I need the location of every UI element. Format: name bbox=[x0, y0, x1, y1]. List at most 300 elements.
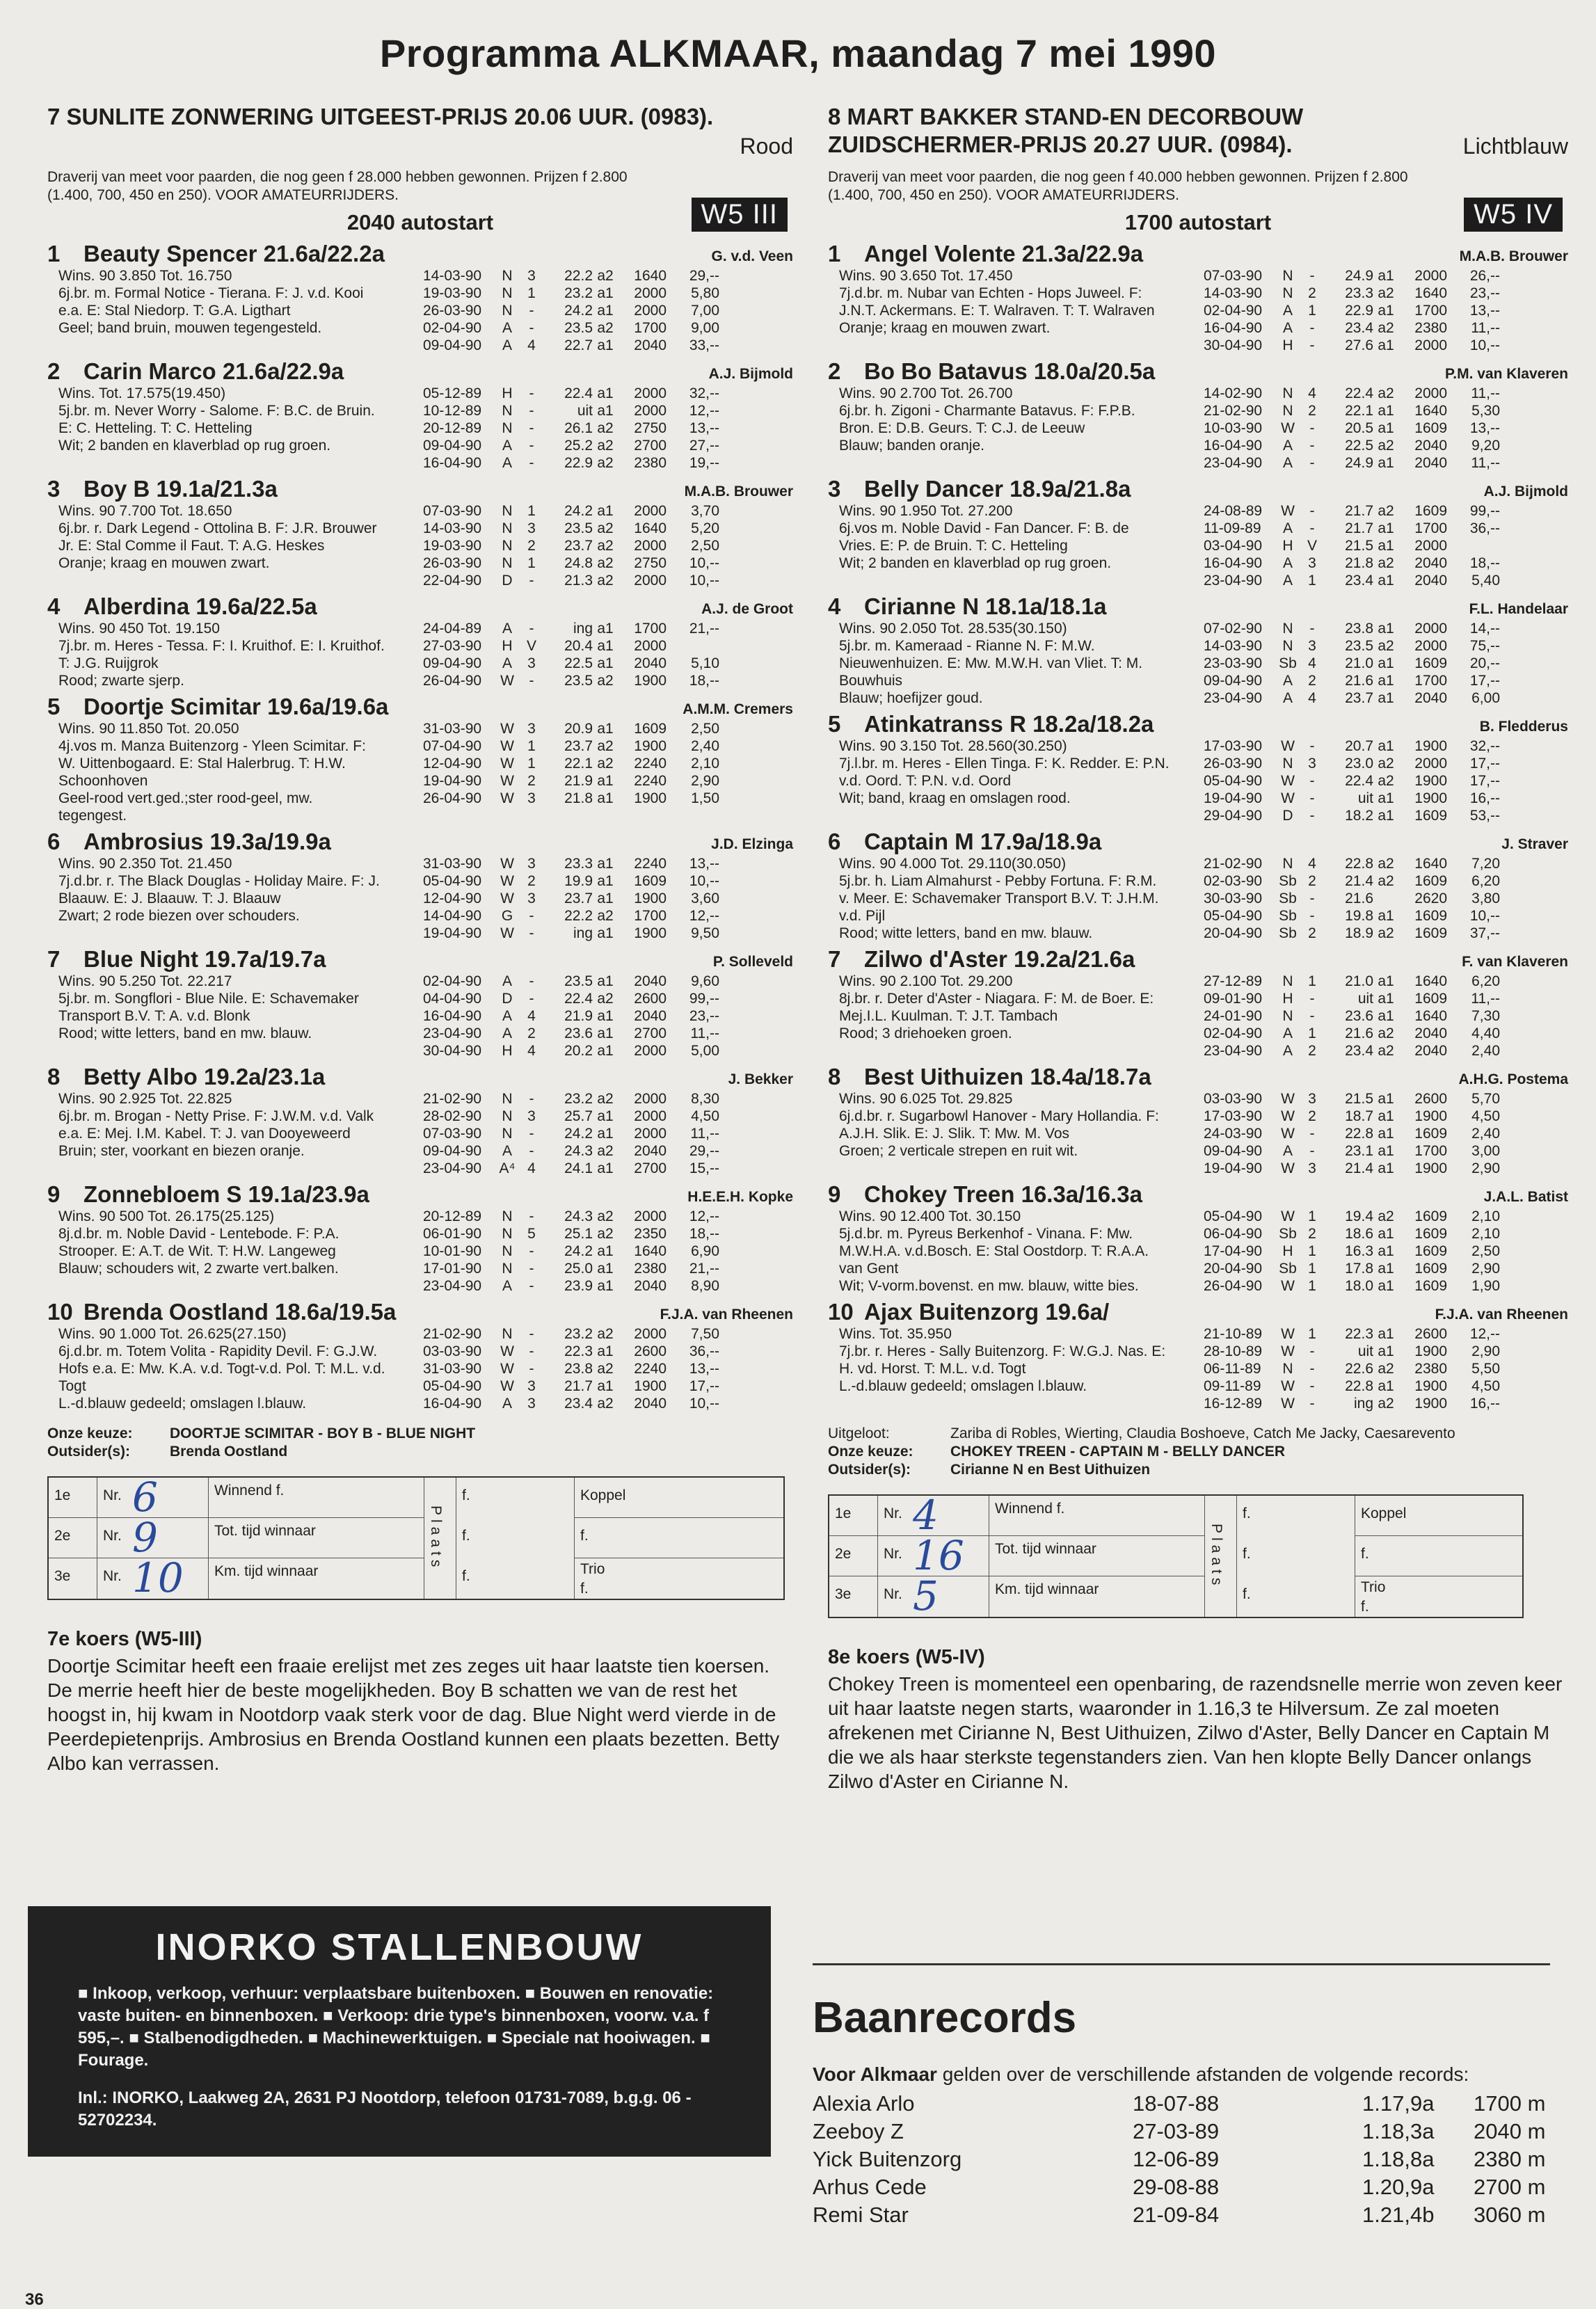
result-track: A bbox=[1282, 1043, 1293, 1059]
horse-desc-line: 5j.br. m. Never Worry - Salome. F: B.C. de Bruin. bbox=[58, 403, 375, 419]
result-distance: 2000 bbox=[1414, 268, 1447, 284]
result-row bbox=[423, 655, 793, 672]
result-start: a1 bbox=[597, 285, 614, 301]
result-distance: 1609 bbox=[1414, 1226, 1447, 1242]
result-odds: 16,-- bbox=[1469, 790, 1500, 806]
result-row bbox=[423, 1343, 793, 1360]
result-position: - bbox=[1309, 420, 1315, 436]
horse-desc-line: 5j.br. m. Kameraad - Rianne N. F: M.W. bbox=[839, 638, 1095, 654]
result-track: A bbox=[502, 973, 512, 989]
result-date: 09-04-90 bbox=[423, 438, 482, 454]
result-distance: 1609 bbox=[1414, 991, 1447, 1007]
result-row bbox=[1204, 637, 1568, 655]
result-distance: 1900 bbox=[634, 738, 667, 754]
result-distance: 2000 bbox=[634, 1126, 667, 1142]
result-row bbox=[1204, 420, 1568, 437]
place-label: 1e bbox=[829, 1496, 878, 1535]
horse-number: 2 bbox=[828, 358, 841, 384]
horse-desc-line: L.-d.blauw gedeeld; omslagen l.blauw. bbox=[839, 1378, 1087, 1394]
result-row bbox=[1204, 454, 1568, 472]
result-odds: 8,30 bbox=[691, 1091, 719, 1107]
result-row bbox=[423, 1243, 793, 1260]
horse-desc-line: E: C. Hetteling. T: C. Hetteling bbox=[58, 420, 253, 436]
result-track: N bbox=[502, 285, 513, 301]
result-start: a2 bbox=[597, 756, 614, 772]
nr-cell bbox=[97, 1554, 209, 1601]
result-time: 22.2 bbox=[564, 908, 593, 924]
result-position: - bbox=[529, 573, 534, 589]
result-position: - bbox=[529, 438, 534, 454]
result-date: 21-02-90 bbox=[423, 1091, 482, 1107]
result-position: - bbox=[529, 673, 534, 689]
result-odds: 19,-- bbox=[689, 455, 719, 471]
result-track: A bbox=[1282, 555, 1293, 571]
result-row bbox=[1204, 672, 1568, 689]
result-form-grid bbox=[49, 1473, 783, 1601]
outsiders-label: Outsider(s): bbox=[47, 1444, 131, 1460]
result-row bbox=[1204, 319, 1568, 337]
horse-header bbox=[828, 1181, 1568, 1208]
horse-desc-line: tegengest. bbox=[58, 808, 127, 824]
result-start: a1 bbox=[597, 773, 614, 789]
result-position: - bbox=[529, 908, 534, 924]
result-distance: 2750 bbox=[634, 420, 667, 436]
result-time: 23.2 bbox=[564, 285, 593, 301]
horse-desc-line: 4j.vos m. Manza Buitenzorg - Yleen Scimitar. F: bbox=[58, 738, 366, 754]
result-distance: 1900 bbox=[634, 925, 667, 941]
result-position: - bbox=[1309, 320, 1315, 336]
result-distance: 2000 bbox=[634, 303, 667, 319]
result-start: a1 bbox=[1378, 1243, 1394, 1259]
result-start: a1 bbox=[1378, 1091, 1394, 1107]
result-odds: 6,20 bbox=[1471, 973, 1500, 989]
result-track: N bbox=[502, 1208, 513, 1224]
horse-desc-line: J.N.T. Ackermans. E: T. Walraven. T: T. Walraven bbox=[839, 303, 1155, 319]
result-distance: 1609 bbox=[1414, 873, 1447, 889]
result-start: a1 bbox=[1378, 455, 1394, 471]
result-time: ing bbox=[1353, 1396, 1373, 1412]
result-track: A bbox=[1282, 455, 1293, 471]
result-time: 23.5 bbox=[564, 520, 593, 536]
result-distance: 2350 bbox=[634, 1226, 667, 1242]
result-date: 05-04-90 bbox=[423, 1378, 482, 1394]
result-date: 09-04-90 bbox=[423, 655, 482, 671]
horse-header bbox=[47, 1181, 793, 1208]
result-start: a1 bbox=[1378, 1160, 1394, 1176]
horse-desc-line: 5j.d.br. m. Pyreus Berkenhof - Vinana. F: Mw. bbox=[839, 1226, 1133, 1242]
result-time: 23.2 bbox=[564, 1326, 593, 1342]
result-track: W bbox=[500, 925, 514, 941]
result-date: 19-04-90 bbox=[423, 773, 482, 789]
result-track: N bbox=[502, 268, 513, 284]
result-row bbox=[423, 502, 793, 520]
result-odds bbox=[1447, 537, 1500, 554]
result-track: A bbox=[1282, 573, 1293, 589]
result-track: W bbox=[1281, 790, 1295, 806]
result-start: a1 bbox=[597, 503, 614, 519]
result-date: 29-04-90 bbox=[1204, 808, 1263, 824]
result-row bbox=[423, 1160, 793, 1177]
result-start: a2 bbox=[597, 1226, 614, 1242]
result-odds: 2,10 bbox=[1471, 1226, 1500, 1242]
result-time: 22.1 bbox=[1345, 403, 1373, 419]
handwritten-number: 10 bbox=[132, 1554, 184, 1601]
result-date: 31-03-90 bbox=[423, 856, 482, 872]
horse-desc-line: Wit; V-vorm.bovenst. en mw. blauw, witte bies. bbox=[839, 1278, 1139, 1294]
result-date: 03-03-90 bbox=[423, 1343, 482, 1359]
result-start: a2 bbox=[1378, 873, 1394, 889]
result-time: 18.9 bbox=[1345, 925, 1373, 941]
horse-name: Captain M 17.9a/18.9a bbox=[864, 829, 1102, 854]
horse-description bbox=[828, 1208, 1204, 1295]
result-position: 4 bbox=[527, 1160, 536, 1176]
result-date: 23-04-90 bbox=[423, 1278, 482, 1294]
result-position: - bbox=[529, 925, 534, 941]
result-track: W bbox=[500, 1378, 514, 1394]
result-start: a1 bbox=[597, 856, 614, 872]
result-distance: 1700 bbox=[634, 320, 667, 336]
result-start: a1 bbox=[1378, 908, 1394, 924]
result-time: 23.3 bbox=[1345, 285, 1373, 301]
horse-entry bbox=[828, 593, 1568, 707]
result-row bbox=[423, 1090, 793, 1108]
record-row bbox=[813, 2090, 1550, 2118]
result-time: 22.3 bbox=[564, 1343, 593, 1359]
race-header bbox=[47, 103, 793, 160]
result-track: N bbox=[502, 1226, 513, 1242]
horse-name: Doortje Scimitar 19.6a/19.6a bbox=[83, 694, 389, 719]
result-distance: 1640 bbox=[634, 268, 667, 284]
result-date: 10-03-90 bbox=[1204, 420, 1263, 436]
horse-number: 7 bbox=[828, 946, 841, 972]
result-date: 05-04-90 bbox=[1204, 773, 1263, 789]
result-track: H bbox=[1282, 991, 1293, 1007]
result-date: 05-12-89 bbox=[423, 385, 482, 401]
result-odds: 11,-- bbox=[690, 1126, 719, 1142]
result-time: 20.4 bbox=[564, 638, 593, 654]
result-distance: 2000 bbox=[634, 1043, 667, 1059]
driver-name: M.A.B. Brouwer bbox=[684, 484, 793, 500]
result-position: 3 bbox=[527, 520, 536, 536]
result-distance: 1700 bbox=[1414, 520, 1447, 536]
result-track: W bbox=[1281, 1108, 1295, 1124]
horse-desc-line: e.a. E: Mej. I.M. Kabel. T: J. van Dooyeweerd bbox=[58, 1126, 351, 1142]
result-date: 07-03-90 bbox=[423, 503, 482, 519]
result-date: 28-10-89 bbox=[1204, 1343, 1263, 1359]
result-date: 24-08-89 bbox=[1204, 503, 1263, 519]
horse-desc-line: Wins. 90 2.050 Tot. 28.535(30.150) bbox=[839, 621, 1067, 637]
result-time: 21.9 bbox=[564, 773, 593, 789]
horse-desc-line: 6j.br. r. Dark Legend - Ottolina B. F: J.R. Brouwer bbox=[58, 520, 377, 536]
result-track: N bbox=[1282, 1008, 1293, 1024]
result-row bbox=[423, 907, 793, 925]
result-time: 24.2 bbox=[564, 303, 593, 319]
horse-number: 6 bbox=[828, 829, 841, 854]
result-distance: 2040 bbox=[1414, 1043, 1447, 1059]
horse-desc-line: Vries. E: P. de Bruin. T: C. Hetteling bbox=[839, 538, 1068, 554]
result-row bbox=[423, 1360, 793, 1377]
driver-name: F.L. Handelaar bbox=[1469, 601, 1568, 617]
result-time: 18.6 bbox=[1345, 1226, 1373, 1242]
horse-entry bbox=[47, 593, 793, 689]
result-time: 22.7 bbox=[564, 337, 593, 353]
nr-cell bbox=[878, 1492, 989, 1539]
record-distance: 2700 m bbox=[1474, 2175, 1546, 2199]
nr-cell bbox=[878, 1532, 989, 1579]
plaats-label: Plaats bbox=[1205, 1496, 1237, 1617]
race-class-badge: W5 III bbox=[692, 198, 788, 232]
result-track: Sb bbox=[1279, 655, 1297, 671]
horse-entry bbox=[47, 1064, 793, 1177]
horse-desc-line: 6j.br. m. Brogan - Netty Prise. F: J.W.M. v.d. Valk bbox=[58, 1108, 374, 1124]
result-date: 16-12-89 bbox=[1204, 1396, 1263, 1412]
record-distance: 2380 m bbox=[1474, 2147, 1546, 2171]
plaats-f: f. bbox=[1243, 1546, 1251, 1562]
trio-f: f. bbox=[580, 1581, 589, 1597]
result-position: - bbox=[529, 1208, 534, 1224]
result-start: a2 bbox=[597, 520, 614, 536]
result-track: Sb bbox=[1279, 925, 1297, 941]
result-row bbox=[423, 890, 793, 907]
horse-desc-line: Wins. 90 12.400 Tot. 30.150 bbox=[839, 1208, 1021, 1224]
result-track: Sb bbox=[1279, 1261, 1297, 1277]
result-time: 24.3 bbox=[564, 1208, 593, 1224]
horse-header bbox=[47, 476, 793, 502]
onze-keuze-value: DOORTJE SCIMITAR - BOY B - BLUE NIGHT bbox=[170, 1425, 476, 1441]
result-odds: 11,-- bbox=[1471, 991, 1500, 1007]
result-date: 27-12-89 bbox=[1204, 973, 1263, 989]
result-start: a1 bbox=[1378, 403, 1394, 419]
result-date: 30-04-90 bbox=[1204, 337, 1263, 353]
result-distance: 2750 bbox=[634, 555, 667, 571]
result-start: a1 bbox=[1378, 1008, 1394, 1024]
result-odds: 10,-- bbox=[689, 873, 719, 889]
record-distance: 2040 m bbox=[1474, 2119, 1546, 2143]
result-odds: 5,80 bbox=[691, 285, 719, 301]
horse-description bbox=[47, 720, 423, 824]
result-date: 10-01-90 bbox=[423, 1243, 482, 1259]
result-form-row bbox=[829, 1532, 1205, 1579]
result-odds: 23,-- bbox=[1469, 285, 1500, 301]
horse-description bbox=[828, 620, 1204, 707]
horse-desc-line: Schoonhoven bbox=[58, 773, 148, 789]
result-position: 2 bbox=[1308, 1226, 1316, 1242]
result-start: a2 bbox=[1378, 638, 1394, 654]
result-track: N bbox=[502, 420, 513, 436]
horse-name: Zilwo d'Aster 19.2a/21.6a bbox=[864, 946, 1135, 972]
horse-desc-line: Geel; band bruin, mouwen tegengesteld. bbox=[58, 320, 322, 336]
result-track: W bbox=[500, 790, 514, 806]
result-distance: 1900 bbox=[634, 790, 667, 806]
result-date: 02-04-90 bbox=[1204, 303, 1263, 319]
horse-desc-line: Wit; band, kraag en omslagen rood. bbox=[839, 790, 1071, 806]
horse-number: 5 bbox=[828, 711, 841, 737]
result-distance: 1700 bbox=[634, 908, 667, 924]
result-position: 3 bbox=[527, 721, 536, 737]
result-date: 21-10-89 bbox=[1204, 1326, 1263, 1342]
result-distance: 2040 bbox=[634, 655, 667, 671]
result-row bbox=[1204, 520, 1568, 537]
result-date: 04-04-90 bbox=[423, 991, 482, 1007]
result-start: a2 bbox=[1378, 320, 1394, 336]
result-time: 25.2 bbox=[564, 438, 593, 454]
result-date: 09-04-90 bbox=[1204, 673, 1263, 689]
nr-cell bbox=[878, 1572, 989, 1620]
outsiders bbox=[828, 1461, 1568, 1479]
result-position: - bbox=[529, 1326, 534, 1342]
horse-description bbox=[47, 620, 423, 689]
result-date: 21-02-90 bbox=[1204, 856, 1263, 872]
result-position: - bbox=[1309, 991, 1315, 1007]
result-distance: 2600 bbox=[1414, 1326, 1447, 1342]
result-distance: 2600 bbox=[634, 1343, 667, 1359]
result-position: 1 bbox=[527, 756, 536, 772]
result-date: 19-04-90 bbox=[1204, 1160, 1263, 1176]
result-distance: 2040 bbox=[634, 1143, 667, 1159]
result-odds: 13,-- bbox=[689, 420, 719, 436]
result-track: A bbox=[502, 455, 512, 471]
result-odds: 2,40 bbox=[1471, 1126, 1500, 1142]
result-row bbox=[423, 1025, 793, 1042]
result-distance: 2600 bbox=[1414, 1091, 1447, 1107]
result-odds: 27,-- bbox=[689, 438, 719, 454]
result-distance: 2600 bbox=[634, 991, 667, 1007]
result-track: W bbox=[1281, 1326, 1295, 1342]
result-row bbox=[423, 437, 793, 454]
result-odds: 17,-- bbox=[1469, 773, 1500, 789]
place-label: 2e bbox=[829, 1536, 878, 1576]
result-start: a2 bbox=[1378, 1361, 1394, 1377]
result-row bbox=[423, 737, 793, 755]
result-start: a2 bbox=[597, 1091, 614, 1107]
result-start: a1 bbox=[597, 1043, 614, 1059]
result-time: 22.5 bbox=[1345, 438, 1373, 454]
horse-name: Best Uithuizen 18.4a/18.7a bbox=[864, 1064, 1151, 1089]
result-position: - bbox=[1309, 268, 1315, 284]
result-track: A bbox=[502, 1025, 512, 1041]
race-commentary bbox=[47, 1628, 793, 1775]
result-start: a1 bbox=[597, 337, 614, 353]
result-time: 24.2 bbox=[564, 1243, 593, 1259]
horse-desc-line: Wins. 90 2.350 Tot. 21.450 bbox=[58, 856, 232, 872]
result-track: N bbox=[502, 1326, 513, 1342]
result-track: A bbox=[1282, 320, 1293, 336]
record-time: 1.17,9a bbox=[1362, 2091, 1435, 2116]
horse-number: 8 bbox=[828, 1064, 841, 1089]
horse-desc-line: Strooper. E: A.T. de Wit. T: H.W. Langeweg bbox=[58, 1243, 336, 1259]
result-odds: 17,-- bbox=[1469, 673, 1500, 689]
result-row bbox=[1204, 689, 1568, 707]
result-date: 16-04-90 bbox=[1204, 438, 1263, 454]
horse-desc-line: 8j.d.br. m. Noble David - Lentebode. F: P.A. bbox=[58, 1226, 340, 1242]
result-odds: 2,90 bbox=[691, 773, 719, 789]
result-time: 23.0 bbox=[1345, 756, 1373, 772]
result-distance: 1609 bbox=[634, 873, 667, 889]
result-form-row bbox=[829, 1572, 1205, 1620]
result-distance: 1700 bbox=[1414, 673, 1447, 689]
result-track: W bbox=[1281, 1278, 1295, 1294]
result-odds: 7,30 bbox=[1471, 1008, 1500, 1024]
result-position: - bbox=[529, 403, 534, 419]
result-date: 24-04-89 bbox=[423, 621, 482, 637]
result-row bbox=[1204, 402, 1568, 420]
result-track: N bbox=[502, 403, 513, 419]
result-track: N bbox=[1282, 638, 1293, 654]
result-distance: 2000 bbox=[634, 503, 667, 519]
result-odds: 5,30 bbox=[1471, 403, 1500, 419]
result-row bbox=[1204, 1042, 1568, 1060]
result-odds: 12,-- bbox=[689, 1208, 719, 1224]
horse-desc-line: H. vd. Horst. T: M.L. v.d. Togt bbox=[839, 1361, 1026, 1377]
result-time: ing bbox=[573, 621, 593, 637]
result-distance: 2700 bbox=[634, 1160, 667, 1176]
result-row bbox=[1204, 1142, 1568, 1160]
result-distance: 2380 bbox=[1414, 320, 1447, 336]
result-odds: 6,20 bbox=[1471, 873, 1500, 889]
result-distance: 2000 bbox=[1414, 638, 1447, 654]
horse-header bbox=[47, 1064, 793, 1090]
race-8-column bbox=[828, 103, 1568, 1793]
result-row bbox=[1204, 1377, 1568, 1395]
driver-name: J.D. Elzinga bbox=[711, 836, 793, 852]
record-row bbox=[813, 2146, 1550, 2173]
result-time: 23.8 bbox=[564, 1361, 593, 1377]
driver-name: J.A.L. Batist bbox=[1483, 1189, 1568, 1205]
horse-name: Angel Volente 21.3a/22.9a bbox=[864, 241, 1144, 266]
result-start: a2 bbox=[1378, 925, 1394, 941]
result-date: 07-04-90 bbox=[423, 738, 482, 754]
horse-name: Alberdina 19.6a/22.5a bbox=[83, 593, 317, 619]
result-start: a1 bbox=[597, 1126, 614, 1142]
result-time: 21.7 bbox=[564, 1378, 593, 1394]
result-row bbox=[1204, 807, 1568, 824]
result-odds: 12,-- bbox=[689, 908, 719, 924]
result-time: 22.8 bbox=[1345, 856, 1373, 872]
result-row bbox=[1204, 1208, 1568, 1225]
result-odds: 18,-- bbox=[689, 673, 719, 689]
result-position: - bbox=[529, 1261, 534, 1277]
nr-cell bbox=[97, 1473, 209, 1521]
result-odds: 75,-- bbox=[1469, 638, 1500, 654]
result-position: - bbox=[529, 420, 534, 436]
result-row bbox=[1204, 655, 1568, 672]
result-odds: 2,10 bbox=[691, 756, 719, 772]
result-distance: 1640 bbox=[1414, 973, 1447, 989]
onze-keuze-label: Onze keuze: bbox=[47, 1425, 133, 1441]
result-start: a1 bbox=[1378, 1261, 1394, 1277]
horse-header bbox=[828, 829, 1568, 855]
result-distance: 1609 bbox=[1414, 1126, 1447, 1142]
horse-desc-line: Hofs e.a. E: Mw. K.A. v.d. Togt-v.d. Pol. T: M.L. v.d. bbox=[58, 1361, 385, 1377]
result-start: a1 bbox=[597, 655, 614, 671]
result-odds: 21,-- bbox=[689, 1261, 719, 1277]
driver-name: J. Straver bbox=[1501, 836, 1568, 852]
result-track: W bbox=[500, 856, 514, 872]
result-start: a2 bbox=[597, 738, 614, 754]
driver-name: B. Fledderus bbox=[1479, 719, 1568, 735]
result-position: - bbox=[1309, 503, 1315, 519]
result-odds: 10,-- bbox=[689, 555, 719, 571]
result-time: 23.6 bbox=[1345, 1008, 1373, 1024]
result-distance: 1609 bbox=[1414, 1243, 1447, 1259]
result-track: W bbox=[1281, 1396, 1295, 1412]
result-row bbox=[1204, 907, 1568, 925]
result-time: 23.7 bbox=[564, 890, 593, 906]
result-form-row bbox=[829, 1492, 1205, 1539]
result-row bbox=[1204, 772, 1568, 790]
result-track: N bbox=[502, 1126, 513, 1142]
horse-desc-line: 5j.br. m. Songflori - Blue Nile. E: Schavemaker bbox=[58, 991, 359, 1007]
